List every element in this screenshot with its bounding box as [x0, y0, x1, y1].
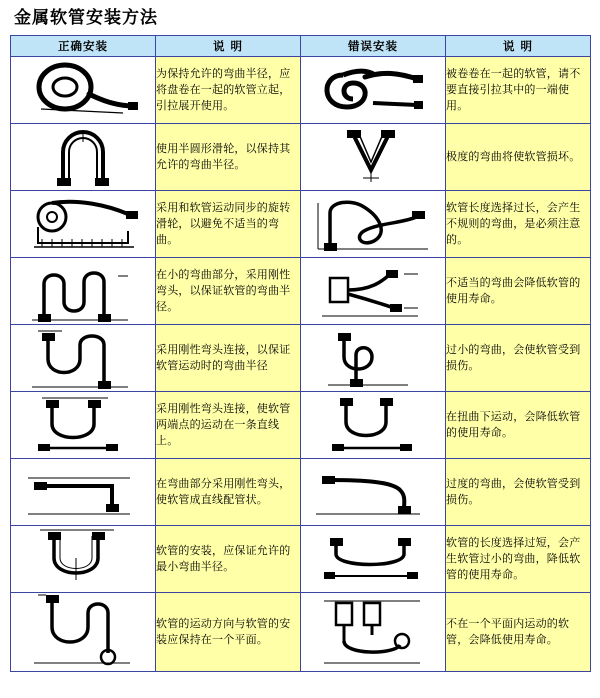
- installed-hose-min-bend-radius-icon: [18, 528, 148, 590]
- figure-sharp-v-bend-hose: [301, 124, 446, 191]
- figure-rigid-elbow-small-bend: [11, 258, 156, 325]
- figure-too-small-bend-radius-loop: [301, 325, 446, 392]
- figure-excessive-bend-straight-run: [301, 459, 446, 526]
- table-row: [11, 191, 591, 258]
- header-correct-note: 说 明: [156, 36, 301, 57]
- note-text: 过小的弯曲，会使软管受到损伤。: [446, 325, 591, 392]
- excessive-bend-straight-run-icon: [308, 464, 438, 520]
- figure-installed-hose-min-bend-radius: [11, 526, 156, 593]
- note-text: 软管长度选择过长，会产生不规则的弯曲，是必须注意的。: [446, 191, 591, 258]
- hose-motion-out-of-plane-icon: [308, 593, 438, 671]
- figure-coiled-hose-standing-roll: [11, 57, 156, 124]
- note-text: 软管的长度选择过短，会产生软管过小的弯曲，降低软管的使用寿命。: [446, 526, 591, 593]
- semicircular-guide-sheave-icon: [23, 126, 143, 188]
- coiled-hose-standing-roll-icon: [23, 59, 143, 121]
- note-text: 采用刚性弯头连接，以保证软管运动时的弯曲半径: [156, 325, 301, 392]
- table-row: [11, 593, 591, 672]
- note-text: 采用刚性弯头连接，使软管两端点的运动在一条直线上。: [156, 392, 301, 459]
- header-wrong-install: 错误安装: [301, 36, 446, 57]
- figure-coiled-hose-pulled-from-side: [301, 57, 446, 124]
- page-title: 金属软管安装方法: [14, 8, 158, 28]
- figure-too-long-hose-small-bend: [301, 526, 446, 593]
- note-text: 在小的弯曲部分，采用刚性弯头，以保证软管的弯曲半径。: [156, 258, 301, 325]
- table-row: [11, 124, 591, 191]
- table-row: [11, 325, 591, 392]
- figure-rigid-elbow-u-loop-moving: [11, 325, 156, 392]
- note-text: 极度的弯曲将使软管损坏。: [446, 124, 591, 191]
- rigid-elbow-small-bend-icon: [18, 258, 148, 324]
- figure-rotating-sheave-with-chain: [11, 191, 156, 258]
- note-text: 不在一个平面内运动的软管，会降低使用寿命。: [446, 593, 591, 672]
- header-correct-install: 正确安装: [11, 36, 156, 57]
- note-text: 过度的弯曲，会使软管受到损伤。: [446, 459, 591, 526]
- figure-improper-tight-bend-at-fitting: [301, 258, 446, 325]
- figure-u-hose-twisting-motion: [301, 392, 446, 459]
- u-hose-twisting-motion-icon: [308, 394, 438, 456]
- rigid-elbows-both-ends-straight-line-icon: [18, 394, 148, 456]
- hose-motion-same-plane-icon: [18, 593, 148, 671]
- note-text: 在扭曲下运动，会降低软管的使用寿命。: [446, 392, 591, 459]
- rigid-elbow-u-loop-moving-icon: [18, 325, 148, 391]
- table-row: [11, 459, 591, 526]
- table-header-row: [11, 36, 591, 57]
- note-text: 软管的安装，应保证允许的最小弯曲半径。: [156, 526, 301, 593]
- note-text: 为保持允许的弯曲半径，应将盘卷在一起的软管立起，引拉展开使用。: [156, 57, 301, 124]
- too-small-bend-radius-loop-icon: [308, 327, 438, 389]
- note-text: 软管的运动方向与软管的安装应保持在一个平面。: [156, 593, 301, 672]
- note-text: 被卷卷在一起的软管，请不要直接引拉其中的一端使用。: [446, 57, 591, 124]
- note-text: 在弯曲部分采用刚性弯头，使软管成直线配管状。: [156, 459, 301, 526]
- coiled-hose-pulled-from-side-icon: [313, 59, 433, 121]
- figure-rigid-elbow-straight-run-piping: [11, 459, 156, 526]
- over-long-hose-irregular-loop-icon: [308, 193, 438, 255]
- sharp-v-bend-hose-icon: [313, 126, 433, 188]
- table-row: [11, 526, 591, 593]
- table-row: [11, 57, 591, 124]
- table-row: [11, 392, 591, 459]
- table-row: [11, 258, 591, 325]
- hose-installation-table: [10, 35, 591, 672]
- rotating-sheave-with-chain-icon: [18, 193, 148, 255]
- improper-tight-bend-at-fitting-icon: [308, 260, 438, 322]
- header-wrong-note: 说 明: [446, 36, 591, 57]
- too-long-hose-small-bend-icon: [308, 528, 438, 590]
- figure-rigid-elbows-both-ends-straight-line: [11, 392, 156, 459]
- figure-semicircular-guide-sheave: [11, 124, 156, 191]
- note-text: 采用和软管运动同步的旋转滑轮，以避免不适当的弯曲。: [156, 191, 301, 258]
- figure-over-long-hose-irregular-loop: [301, 191, 446, 258]
- figure-hose-motion-out-of-plane: [301, 593, 446, 672]
- note-text: 不适当的弯曲会降低软管的使用寿命。: [446, 258, 591, 325]
- figure-hose-motion-same-plane: [11, 593, 156, 672]
- note-text: 使用半圆形滑轮，以保持其允许的弯曲半径。: [156, 124, 301, 191]
- rigid-elbow-straight-run-piping-icon: [18, 464, 148, 520]
